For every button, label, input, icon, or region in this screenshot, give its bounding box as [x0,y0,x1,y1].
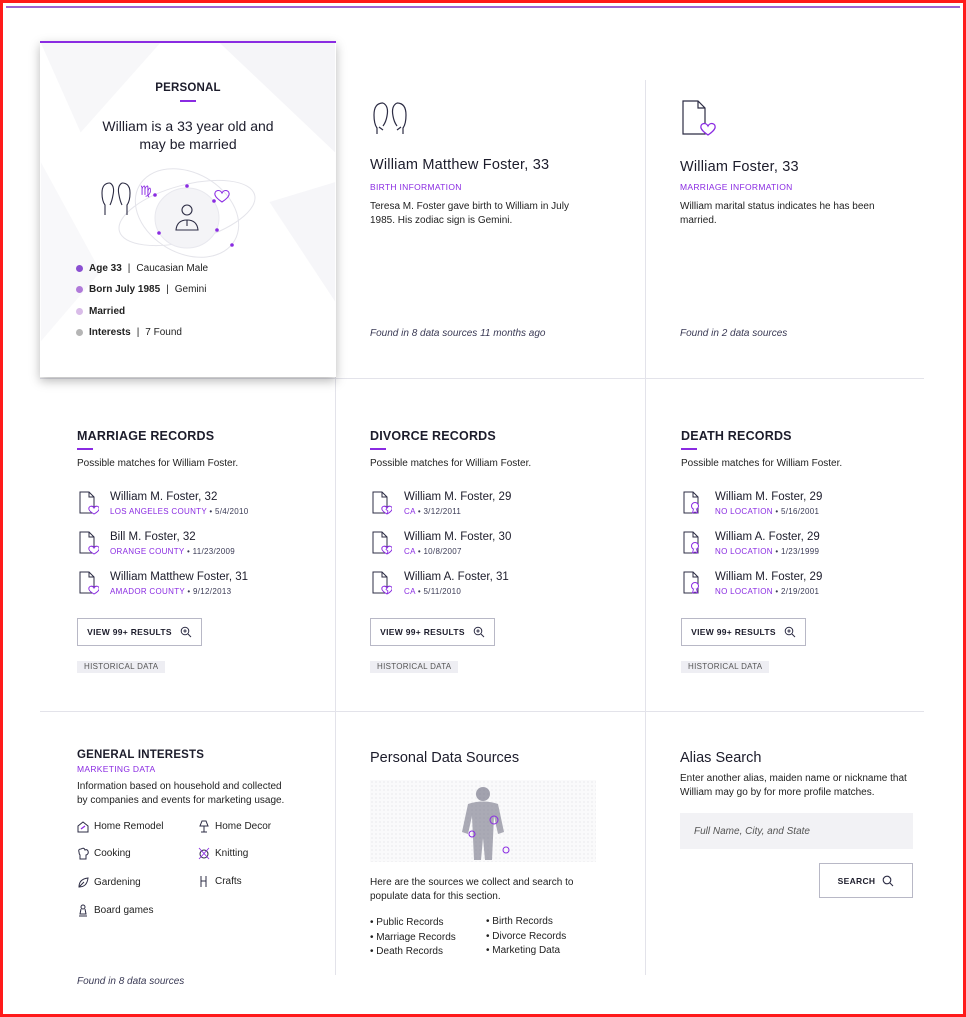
gardening-icon [77,876,89,889]
record-location: NO LOCATION [715,587,773,596]
search-plus-icon [473,626,485,638]
record-date: 9/12/2013 [193,587,232,596]
marriage-found: Found in 2 data sources [680,328,788,339]
bullet-separator: | [136,327,140,338]
bullet-dot [76,286,83,293]
record-meta: CA • 10/8/2007 [404,547,462,556]
grid-divider [40,378,924,379]
record-meta: AMADOR COUNTY • 9/12/2013 [110,587,232,596]
personal-heading: PERSONAL [155,82,221,94]
record-date: 2/19/2001 [780,587,820,596]
interest-item [77,876,141,889]
list-item[interactable] [372,491,511,516]
home-remodel-icon [77,820,89,833]
marriage-name: William Foster, 33 [680,159,799,175]
text-line: Enter another alias, maiden name or nickname that [680,773,907,784]
divorce-records-title: DIVORCE RECORDS [370,429,496,443]
interests-category: MARKETING DATA [77,764,156,774]
personal-card [40,41,336,377]
interests-title: GENERAL INTERESTS [77,749,205,761]
record-date: 10/8/2007 [423,547,462,556]
bullet-dot [76,308,83,315]
text-line: Teresa M. Foster gave birth to William in July [370,201,569,212]
sources-list-right [486,915,566,959]
list-item: • Public Records [370,917,444,928]
record-location: LOS ANGELES COUNTY [110,507,207,516]
text-line: William marital status indicates he has been [680,201,875,212]
view-results-button[interactable] [370,618,495,646]
data-sources-title: Personal Data Sources [370,750,520,766]
list-item[interactable] [683,491,822,516]
text-line: 1985. His zodiac sign is Gemini. [370,214,513,226]
home-decor-icon [198,820,210,833]
text-line: by companies and events for marketing usage. [77,794,285,806]
knitting-icon [198,847,210,860]
list-item[interactable] [79,491,249,516]
grid-divider [645,80,646,975]
interest-item [77,847,131,860]
button-label: VIEW 99+ RESULTS [87,627,172,637]
list-item[interactable] [372,571,509,596]
record-date: 5/11/2010 [423,587,462,596]
list-item: • Marketing Data [486,945,561,956]
text-line: Here are the sources we collect and search to [370,877,574,888]
personal-illustration [92,163,272,263]
record-name: William A. Foster, 31 [404,571,509,583]
interest-item [198,820,271,833]
birth-found: Found in 8 data sources 11 months ago [370,328,546,339]
button-label: VIEW 99+ RESULTS [691,627,776,637]
document-broken-heart-icon [372,571,392,595]
record-name: William A. Foster, 29 [715,531,820,543]
record-meta: NO LOCATION • 5/16/2001 [715,507,820,516]
birth-name: William Matthew Foster, 33 [370,157,550,173]
record-meta: CA • 3/12/2011 [404,507,462,516]
record-date: 5/4/2010 [215,507,249,516]
search-icon [882,875,894,887]
board-game-icon [77,904,89,917]
bullet-married [76,306,125,317]
marriage-text [680,200,875,227]
list-item: • Marriage Records [370,931,456,943]
bullet-age [76,263,208,274]
list-item[interactable] [372,531,511,556]
text-line: married. [680,214,717,226]
list-item: • Divorce Records [486,930,567,942]
document-heart-icon [79,571,99,595]
historical-data-tag: HISTORICAL DATA [370,661,458,673]
record-location: CA [404,587,416,596]
record-name: William M. Foster, 29 [715,491,823,503]
record-location: AMADOR COUNTY [110,587,185,596]
death-records-subtitle: Possible matches for William Foster. [681,458,843,469]
interest-item [77,820,163,833]
record-name: William Matthew Foster, 31 [110,571,249,583]
document-broken-heart-icon [372,491,392,515]
title-underline [370,448,386,450]
list-item[interactable] [683,531,820,556]
certificate-icon [683,531,703,555]
top-accent-line [6,6,960,8]
search-plus-icon [784,626,796,638]
record-date: 3/12/2011 [423,507,462,516]
data-sources-text [370,876,573,903]
bullet-dot [76,329,83,336]
heart-icon [215,191,229,202]
record-location: CA [404,547,416,556]
search-button[interactable] [819,863,913,898]
alias-search-input[interactable] [680,813,913,849]
record-meta: ORANGE COUNTY • 11/23/2009 [110,547,236,556]
bullet-born [76,284,206,295]
record-date: 1/23/1999 [780,547,820,556]
text-line: Information based on household and collected [77,781,282,792]
view-results-button[interactable] [77,618,202,646]
record-meta: CA • 5/11/2010 [404,587,462,596]
bullet-label: Married [89,306,126,317]
bullet-label: Age 33 [89,263,122,274]
search-plus-icon [180,626,192,638]
summary-line: William is a 33 year old and [102,118,274,134]
record-name: William M. Foster, 29 [404,491,512,503]
record-name: Bill M. Foster, 32 [110,531,196,543]
interests-found: Found in 8 data sources [77,976,185,987]
birth-text [370,200,569,227]
crafts-icon [198,875,210,888]
interest-label: Knitting [215,848,249,859]
alias-title: Alias Search [680,750,762,766]
button-label: VIEW 99+ RESULTS [380,627,465,637]
data-figure-illustration [370,780,596,862]
list-item[interactable] [79,531,235,556]
text-line: William may go by for more profile matches. [680,786,875,798]
button-label: SEARCH [837,875,876,886]
bullet-label: Interests [89,327,131,338]
sources-list-left [370,916,456,960]
divorce-records-subtitle: Possible matches for William Foster. [370,458,532,469]
bullet-value: Caucasian Male [136,263,209,274]
death-records-title: DEATH RECORDS [681,429,792,443]
record-meta: LOS ANGELES COUNTY • 5/4/2010 [110,507,249,516]
heading-underline [180,100,196,102]
bullet-value: Gemini [174,284,207,295]
view-results-button[interactable] [681,618,806,646]
interest-label: Crafts [215,876,242,887]
historical-data-tag: HISTORICAL DATA [77,661,165,673]
record-location: NO LOCATION [715,547,773,556]
virgo-icon: ♍ [140,184,152,199]
interest-item [198,847,248,860]
bullet-value: 7 Found [145,327,182,338]
record-meta: NO LOCATION • 2/19/2001 [715,587,820,596]
bullet-label: Born July 1985 [89,284,161,295]
chef-hat-icon [77,847,89,860]
certificate-icon [683,571,703,595]
grid-divider [40,711,924,712]
document-heart-icon [79,491,99,515]
record-location: NO LOCATION [715,507,773,516]
record-meta: NO LOCATION • 1/23/1999 [715,547,820,556]
marriage-records-title: MARRIAGE RECORDS [77,429,215,443]
record-date: 5/16/2001 [780,507,820,516]
interest-label: Gardening [94,877,141,888]
marriage-category: MARRIAGE INFORMATION [680,182,793,192]
bullet-dot [76,265,83,272]
interest-label: Home Remodel [94,821,164,832]
marriage-records-subtitle: Possible matches for William Foster. [77,458,239,469]
gemini-twins-icon [371,100,409,136]
interest-item [77,904,153,917]
interest-label: Board games [94,905,154,916]
interests-text [77,780,284,807]
interest-label: Cooking [94,848,131,859]
interest-label: Home Decor [215,821,272,832]
list-item[interactable] [683,571,822,596]
interest-item [198,875,242,888]
historical-data-tag: HISTORICAL DATA [681,661,769,673]
list-item: • Death Records [370,946,443,957]
certificate-icon [683,491,703,515]
record-name: William M. Foster, 29 [715,571,823,583]
bullet-separator: | [127,263,131,274]
list-item: • Birth Records [486,916,553,927]
document-heart-icon [79,531,99,555]
record-name: William M. Foster, 30 [404,531,512,543]
document-broken-heart-icon [372,531,392,555]
bullet-separator: | [166,284,169,295]
personal-summary [40,117,336,153]
alias-text [680,772,907,799]
record-location: ORANGE COUNTY [110,547,185,556]
title-underline [77,448,93,450]
list-item[interactable] [79,571,248,596]
record-location: CA [404,507,416,516]
summary-line: may be married [139,136,237,152]
title-underline [681,448,697,450]
record-name: William M. Foster, 32 [110,491,218,503]
text-line: populate data for this section. [370,890,501,902]
bullet-interests[interactable] [76,327,182,338]
birth-category: BIRTH INFORMATION [370,182,462,192]
record-date: 11/23/2009 [192,547,236,556]
gemini-twins-icon [102,183,130,215]
document-heart-icon [681,100,719,138]
